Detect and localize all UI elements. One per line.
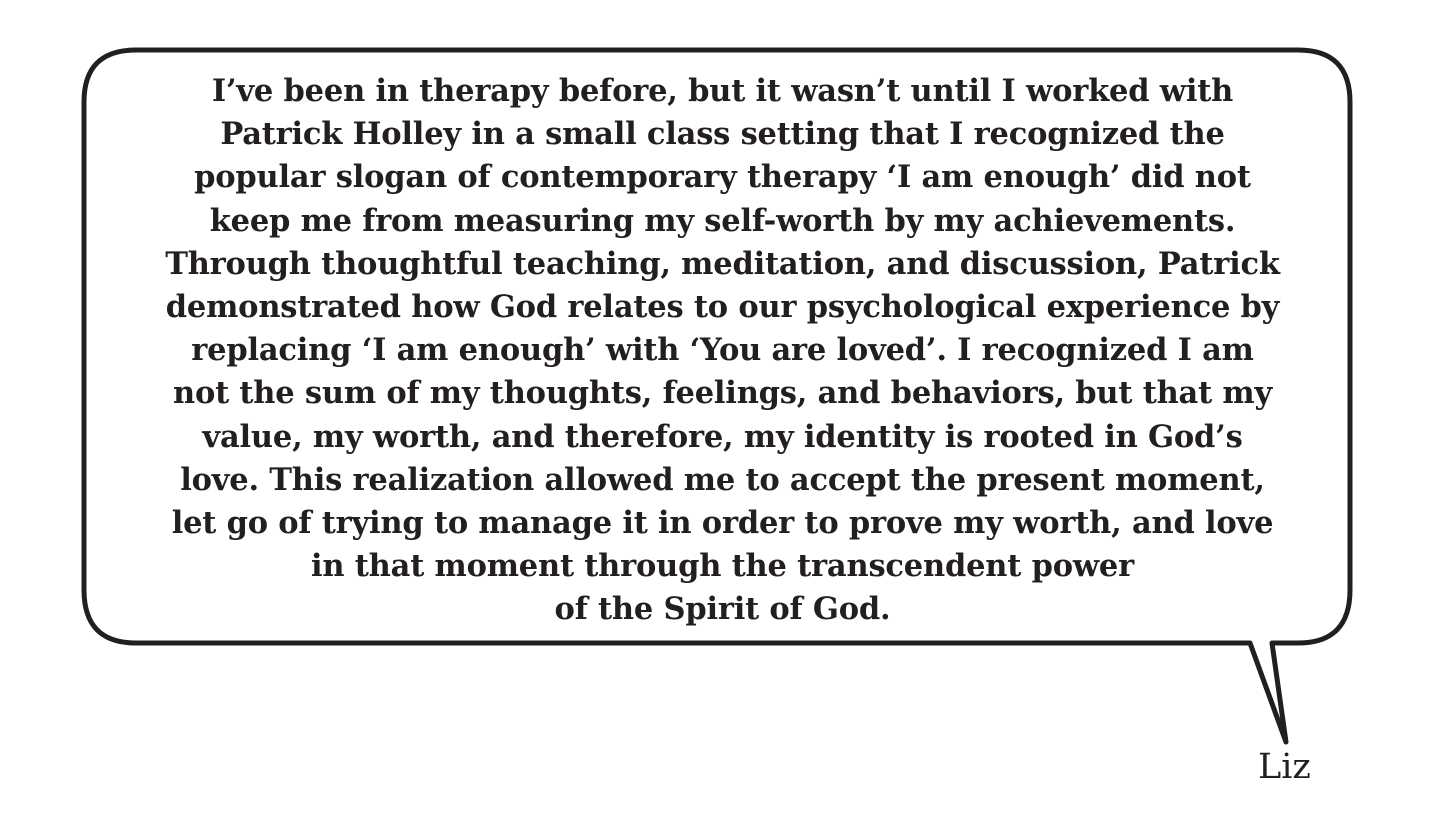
quote-line: replacing ‘I am enough’ with ‘You are loved’. I recognized I am xyxy=(191,332,1254,369)
quote-line: keep me from measuring my self-worth by my achievements. xyxy=(209,202,1236,239)
quote-line: in that moment through the transcendent power xyxy=(311,548,1134,585)
quote-line: Patrick Holley in a small class setting that I recognized the xyxy=(220,116,1225,153)
quote-line: I’ve been in therapy before, but it wasn’t until I worked with xyxy=(211,73,1234,109)
quote-line: popular slogan of contemporary therapy ‘I am enough’ did not xyxy=(194,159,1251,196)
testimonial-quote xyxy=(100,70,1345,632)
quote-line: value, my worth, and therefore, my identity is rooted in God’s xyxy=(202,418,1243,455)
quote-line: demonstrated how God relates to our psychological experience by xyxy=(165,289,1280,326)
quote-line: Through thoughtful teaching, meditation, and discussion, Patrick xyxy=(165,245,1280,282)
quote-line: love. This realization allowed me to accept the present moment, xyxy=(180,461,1265,498)
quote-line: let go of trying to manage it in order to prove my worth, and love xyxy=(171,505,1274,542)
quote-line: not the sum of my thoughts, feelings, and behaviors, but that my xyxy=(172,375,1273,412)
quote-line: of the Spirit of God. xyxy=(554,591,891,628)
speaker-name: Liz xyxy=(1258,747,1311,787)
